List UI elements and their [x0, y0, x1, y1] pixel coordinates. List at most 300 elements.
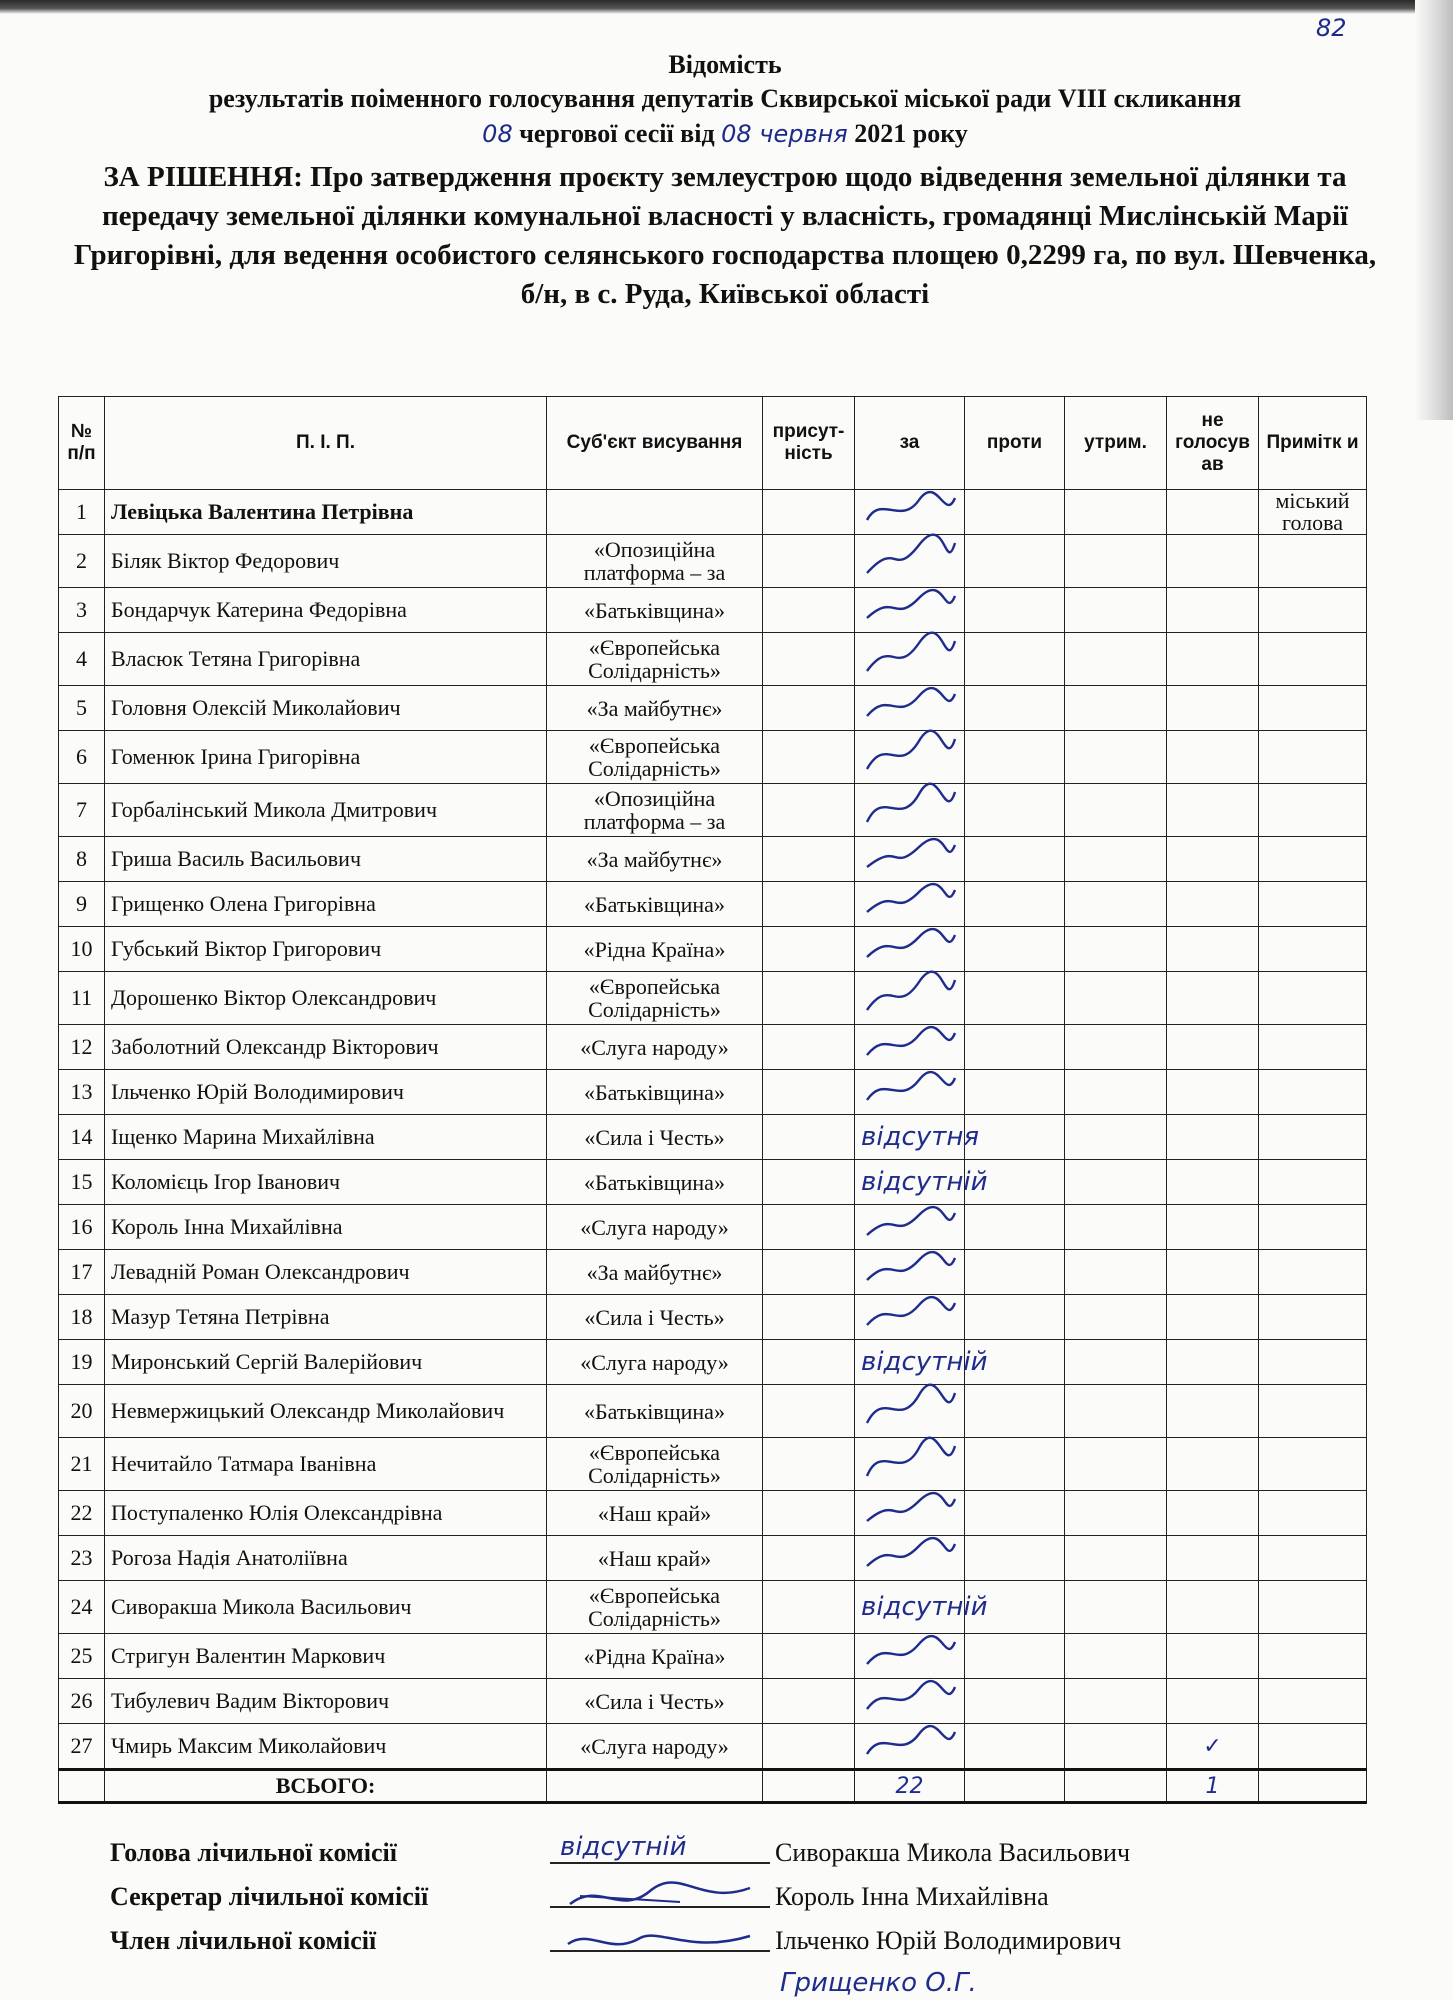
vote-for-cell	[855, 1340, 988, 1385]
col-header-presence: присут-ність	[763, 397, 855, 490]
page-number: 82	[1316, 14, 1347, 42]
vote-abstain-cell	[1065, 972, 1167, 1025]
nominating-party: «Сила і Честь»	[547, 1295, 763, 1340]
scan-edge-top	[0, 0, 1453, 14]
presence-cell	[763, 588, 855, 633]
table-row	[59, 1160, 1367, 1205]
vote-for-cell	[855, 972, 965, 1025]
presence-cell	[763, 1634, 855, 1679]
vote-against-cell	[965, 633, 1065, 686]
table-row	[59, 784, 1367, 837]
handwritten-signature	[861, 1295, 957, 1333]
handwritten-signature	[861, 927, 957, 965]
table-row	[59, 1491, 1367, 1536]
table-row	[59, 1115, 1367, 1160]
row-number: 17	[59, 1250, 105, 1295]
not-voted-cell	[1167, 490, 1259, 535]
nominating-party: «Наш край»	[547, 1491, 763, 1536]
presence-cell	[763, 784, 855, 837]
vote-abstain-cell	[1065, 1295, 1167, 1340]
note-cell	[1259, 927, 1367, 972]
vote-abstain-cell	[1065, 1679, 1167, 1724]
commission-row	[110, 1876, 1350, 1920]
vote-against-cell	[965, 1295, 1065, 1340]
handwritten-signature	[861, 490, 957, 528]
handwritten-signature	[861, 972, 957, 1018]
row-number: 24	[59, 1581, 105, 1634]
vote-for-cell	[855, 1634, 965, 1679]
vote-against-cell	[965, 1070, 1065, 1115]
deputy-name: Головня Олексій Миколайович	[105, 686, 547, 731]
commission-signature: відсутній	[560, 1832, 687, 1862]
nominating-party: «Батьківщина»	[547, 882, 763, 927]
note-cell	[1259, 1724, 1367, 1770]
nominating-party: «За майбутнє»	[547, 837, 763, 882]
presence-cell	[763, 882, 855, 927]
deputy-name: Іщенко Марина Михайлівна	[105, 1115, 547, 1160]
vote-against-cell	[965, 490, 1065, 535]
presence-cell	[763, 1581, 855, 1634]
table-row	[59, 1295, 1367, 1340]
handwritten-signature	[861, 686, 957, 724]
row-number: 18	[59, 1295, 105, 1340]
vote-abstain-cell	[1065, 1250, 1167, 1295]
vote-against-cell	[965, 588, 1065, 633]
note-cell	[1259, 1536, 1367, 1581]
table-row	[59, 535, 1367, 588]
handwritten-signature	[861, 1536, 957, 1574]
deputy-name: Заболотний Олександр Вікторович	[105, 1025, 547, 1070]
note-cell	[1259, 972, 1367, 1025]
not-voted-cell	[1167, 1438, 1259, 1491]
nominating-party: «Батьківщина»	[547, 1385, 763, 1438]
presence-cell	[763, 1025, 855, 1070]
deputy-name: Рогоза Надія Анатоліївна	[105, 1536, 547, 1581]
vote-for-cell	[855, 1115, 979, 1160]
handwritten-signature	[861, 1250, 957, 1288]
not-voted-cell	[1167, 1385, 1259, 1438]
handwritten-signature	[861, 1070, 957, 1108]
not-voted-cell	[1167, 927, 1259, 972]
vote-for-cell	[855, 1385, 965, 1438]
vote-against-cell	[965, 731, 1065, 784]
presence-cell	[763, 1724, 855, 1770]
total-empty	[763, 1770, 855, 1803]
total-empty	[59, 1770, 105, 1803]
not-voted-cell	[1167, 1250, 1259, 1295]
nominating-party: «Рідна Країна»	[547, 927, 763, 972]
not-voted-cell	[1167, 1340, 1259, 1385]
vote-for-cell	[855, 1438, 965, 1491]
nominating-party: «Батьківщина»	[547, 1160, 763, 1205]
vote-for-cell	[855, 490, 965, 535]
vote-abstain-cell	[1065, 837, 1167, 882]
vote-abstain-cell	[1065, 1115, 1167, 1160]
total-not-voted-count: 1	[1167, 1770, 1259, 1803]
row-number: 13	[59, 1070, 105, 1115]
not-voted-cell	[1167, 837, 1259, 882]
vote-abstain-cell	[1065, 731, 1167, 784]
not-voted-cell	[1167, 1070, 1259, 1115]
vote-abstain-cell	[1065, 535, 1167, 588]
row-number: 27	[59, 1724, 105, 1770]
vote-for-cell	[855, 731, 965, 784]
vote-against-cell	[965, 1385, 1065, 1438]
vote-abstain-cell	[1065, 686, 1167, 731]
row-number: 9	[59, 882, 105, 927]
vote-for-cell	[855, 1250, 965, 1295]
deputy-name: Гоменюк Ірина Григорівна	[105, 731, 547, 784]
deputy-name: Миронський Сергій Валерійович	[105, 1340, 547, 1385]
vote-for-cell	[855, 927, 965, 972]
row-number: 23	[59, 1536, 105, 1581]
presence-cell	[763, 1115, 855, 1160]
scan-edge-right	[1415, 0, 1453, 420]
deputy-name: Власюк Тетяна Григорівна	[105, 633, 547, 686]
deputy-name: Губський Віктор Григорович	[105, 927, 547, 972]
vote-for-cell	[855, 1025, 965, 1070]
vote-for-cell	[855, 1070, 965, 1115]
handwritten-signature	[861, 1025, 957, 1063]
handwritten-signature	[861, 1679, 957, 1717]
deputy-name: Поступаленко Юлія Олександрівна	[105, 1491, 547, 1536]
absence-handwritten-note: відсутній	[861, 1347, 988, 1377]
note-cell	[1259, 1679, 1367, 1724]
presence-cell	[763, 490, 855, 535]
deputy-name: Невмержицький Олександр Миколайович	[105, 1385, 547, 1438]
nominating-party: «Рідна Країна»	[547, 1634, 763, 1679]
note-cell	[1259, 1025, 1367, 1070]
handwritten-signature	[861, 1491, 957, 1529]
table-row	[59, 1205, 1367, 1250]
not-voted-cell	[1167, 1679, 1259, 1724]
col-header-abstain: утрим.	[1065, 397, 1167, 490]
vote-for-cell	[855, 588, 965, 633]
vote-abstain-cell	[1065, 1385, 1167, 1438]
absence-handwritten-note: відсутня	[861, 1122, 979, 1152]
row-number: 1	[59, 490, 105, 535]
presence-cell	[763, 1070, 855, 1115]
note-cell	[1259, 1250, 1367, 1295]
row-number: 14	[59, 1115, 105, 1160]
vote-abstain-cell	[1065, 1205, 1167, 1250]
presence-cell	[763, 972, 855, 1025]
vote-for-cell	[855, 1536, 965, 1581]
col-header-party: Суб'єкт висування	[547, 397, 763, 490]
presence-cell	[763, 1385, 855, 1438]
table-row	[59, 1581, 1367, 1634]
note-cell	[1259, 784, 1367, 837]
table-row	[59, 927, 1367, 972]
nominating-party: «Європейська Солідарність»	[547, 731, 763, 784]
vote-against-cell	[965, 784, 1065, 837]
total-row	[59, 1770, 1367, 1803]
vote-for-cell	[855, 535, 965, 588]
row-number: 3	[59, 588, 105, 633]
total-empty	[1065, 1770, 1167, 1803]
vote-abstain-cell	[1065, 1491, 1167, 1536]
not-voted-cell	[1167, 1025, 1259, 1070]
not-voted-cell	[1167, 1491, 1259, 1536]
note-cell	[1259, 837, 1367, 882]
vote-against-cell	[965, 1025, 1065, 1070]
decision-title: ЗА РІШЕННЯ: Про затвердження проєкту землеустрою щодо відведення земельної ділянки та передачу земельної ділянки комунальної власності у власність, громадянці Мислінській Марії Григорівні, для ведення особистого селянського господарства площею 0,2299 га, по вул. Шевченка, б/н, в с. Руда, Київської області	[73, 161, 1377, 310]
vote-abstain-cell	[1065, 1724, 1167, 1770]
row-number: 4	[59, 633, 105, 686]
deputy-name: Тибулевич Вадим Вікторович	[105, 1679, 547, 1724]
row-number: 25	[59, 1634, 105, 1679]
handwritten-signature	[861, 588, 957, 626]
row-number: 8	[59, 837, 105, 882]
deputy-name: Бондарчук Катерина Федорівна	[105, 588, 547, 633]
row-number: 21	[59, 1438, 105, 1491]
total-for-count: 22	[855, 1770, 965, 1803]
total-empty	[1259, 1770, 1367, 1803]
handwritten-signature	[560, 1876, 760, 1916]
vote-abstain-cell	[1065, 927, 1167, 972]
commission-row	[110, 1832, 1350, 1876]
vote-for-cell	[855, 882, 965, 927]
note-cell	[1259, 1115, 1367, 1160]
commission-signatures	[110, 1832, 1350, 1964]
deputy-name: Грищенко Олена Григорівна	[105, 882, 547, 927]
vote-against-cell	[965, 686, 1065, 731]
table-row	[59, 1634, 1367, 1679]
not-voted-cell	[1167, 1634, 1259, 1679]
table-row	[59, 588, 1367, 633]
not-voted-cell	[1167, 1581, 1259, 1634]
vote-against-cell	[965, 535, 1065, 588]
vote-against-cell	[965, 1634, 1065, 1679]
presence-cell	[763, 927, 855, 972]
presence-cell	[763, 1491, 855, 1536]
deputy-name: Нечитайло Татмара Іванівна	[105, 1438, 547, 1491]
row-number: 16	[59, 1205, 105, 1250]
deputy-name: Мазур Тетяна Петрівна	[105, 1295, 547, 1340]
deputy-name: Сиворакша Микола Васильович	[105, 1581, 547, 1634]
deputy-name: Горбалінський Микола Дмитрович	[105, 784, 547, 837]
presence-cell	[763, 1536, 855, 1581]
vote-against-cell	[965, 1491, 1065, 1536]
note-cell	[1259, 1070, 1367, 1115]
note-cell	[1259, 882, 1367, 927]
row-number: 2	[59, 535, 105, 588]
table-row	[59, 731, 1367, 784]
voting-table	[58, 396, 1367, 1804]
nominating-party: «Сила і Честь»	[547, 1679, 763, 1724]
total-empty	[547, 1770, 763, 1803]
col-header-against: проти	[965, 397, 1065, 490]
presence-cell	[763, 837, 855, 882]
handwritten-signature	[861, 1724, 957, 1762]
vote-against-cell	[965, 1250, 1065, 1295]
vote-abstain-cell	[1065, 588, 1167, 633]
vote-for-cell	[855, 784, 965, 837]
row-number: 7	[59, 784, 105, 837]
row-number: 22	[59, 1491, 105, 1536]
table-row	[59, 1070, 1367, 1115]
vote-abstain-cell	[1065, 1634, 1167, 1679]
nominating-party: «Сила і Честь»	[547, 1115, 763, 1160]
table-row	[59, 882, 1367, 927]
not-voted-cell	[1167, 882, 1259, 927]
not-voted-cell	[1167, 1536, 1259, 1581]
vote-abstain-cell	[1065, 1438, 1167, 1491]
not-voted-cell	[1167, 633, 1259, 686]
vote-for-cell	[855, 1160, 988, 1205]
commission-role: Голова лічильної комісії	[110, 1838, 397, 1867]
nominating-party: «Опозиційна платформа – за	[547, 784, 763, 837]
presence-cell	[763, 686, 855, 731]
signature-line	[550, 1862, 770, 1864]
col-header-not-voted: не голосув ав	[1167, 397, 1259, 490]
vote-abstain-cell	[1065, 1070, 1167, 1115]
handwritten-signature	[861, 1385, 957, 1431]
note-cell	[1259, 1160, 1367, 1205]
presence-cell	[763, 731, 855, 784]
table-row	[59, 490, 1367, 535]
table-header-row	[59, 397, 1367, 490]
total-empty	[965, 1770, 1065, 1803]
handwritten-signature	[560, 1920, 760, 1960]
total-label: ВСЬОГО:	[105, 1770, 547, 1803]
not-voted-cell: ✓	[1167, 1724, 1259, 1770]
presence-cell	[763, 1679, 855, 1724]
commission-role: Член лічильної комісії	[110, 1926, 377, 1955]
handwritten-signature	[861, 1438, 957, 1484]
row-number: 10	[59, 927, 105, 972]
presence-cell	[763, 1160, 855, 1205]
handwritten-signature	[861, 731, 957, 777]
vote-for-cell	[855, 1581, 988, 1634]
nominating-party: «Європейська Солідарність»	[547, 1581, 763, 1634]
nominating-party: «Наш край»	[547, 1536, 763, 1581]
col-header-name: П. І. П.	[105, 397, 547, 490]
note-cell	[1259, 1205, 1367, 1250]
not-voted-cell	[1167, 731, 1259, 784]
row-number: 19	[59, 1340, 105, 1385]
vote-for-cell	[855, 633, 965, 686]
not-voted-cell	[1167, 535, 1259, 588]
vote-abstain-cell	[1065, 490, 1167, 535]
vote-for-cell	[855, 837, 965, 882]
session-line	[60, 116, 1390, 152]
table-row	[59, 1536, 1367, 1581]
vote-abstain-cell	[1065, 1025, 1167, 1070]
table-row	[59, 1385, 1367, 1438]
vote-for-cell	[855, 1295, 965, 1340]
table-row	[59, 1438, 1367, 1491]
vote-against-cell	[965, 1679, 1065, 1724]
table-row	[59, 972, 1367, 1025]
absence-handwritten-note: відсутній	[861, 1167, 988, 1197]
session-text: чергової сесії від	[519, 119, 715, 148]
row-number: 11	[59, 972, 105, 1025]
nominating-party: «Слуга народу»	[547, 1340, 763, 1385]
vote-for-cell	[855, 1724, 965, 1770]
handwritten-signature	[861, 535, 957, 581]
note-cell	[1259, 1385, 1367, 1438]
handwritten-signature	[861, 882, 957, 920]
deputy-name: Левіцька Валентина Петрівна	[105, 490, 547, 535]
bottom-handwritten-note: Грищенко О.Г.	[780, 1968, 977, 1998]
vote-against-cell	[965, 1115, 1065, 1160]
not-voted-cell	[1167, 1160, 1259, 1205]
vote-abstain-cell	[1065, 1160, 1167, 1205]
nominating-party: «За майбутнє»	[547, 686, 763, 731]
absence-handwritten-note: відсутній	[861, 1592, 988, 1622]
note-cell: міський голова	[1259, 490, 1367, 535]
vote-against-cell	[965, 972, 1065, 1025]
table-row	[59, 1724, 1367, 1770]
col-header-notes: Примітк и	[1259, 397, 1367, 490]
row-number: 5	[59, 686, 105, 731]
document-title: Відомість	[668, 50, 782, 79]
table-row	[59, 1025, 1367, 1070]
commission-member-name: Сиворакша Микола Васильович	[775, 1838, 1131, 1867]
row-number: 26	[59, 1679, 105, 1724]
not-voted-cell	[1167, 784, 1259, 837]
vote-for-cell	[855, 686, 965, 731]
nominating-party: «Європейська Солідарність»	[547, 972, 763, 1025]
table-body	[59, 490, 1367, 1803]
vote-against-cell	[965, 837, 1065, 882]
not-voted-cell	[1167, 972, 1259, 1025]
nominating-party: «За майбутнє»	[547, 1250, 763, 1295]
row-number: 15	[59, 1160, 105, 1205]
note-cell	[1259, 1581, 1367, 1634]
deputy-name: Ільченко Юрій Володимирович	[105, 1070, 547, 1115]
handwritten-signature	[861, 1205, 957, 1243]
nominating-party: «Слуга народу»	[547, 1724, 763, 1770]
vote-against-cell	[965, 1438, 1065, 1491]
vote-for-cell	[855, 1205, 965, 1250]
deputy-name: Біляк Віктор Федорович	[105, 535, 547, 588]
deputy-name: Стригун Валентин Маркович	[105, 1634, 547, 1679]
commission-row	[110, 1920, 1350, 1964]
handwritten-signature	[861, 633, 957, 679]
document-header	[60, 48, 1390, 314]
not-voted-cell	[1167, 1295, 1259, 1340]
note-cell	[1259, 633, 1367, 686]
not-voted-cell	[1167, 588, 1259, 633]
document-subtitle: результатів поіменного голосування депутатів Сквирської міської ради VIII скликання	[208, 84, 1242, 113]
note-cell	[1259, 686, 1367, 731]
table-row	[59, 1250, 1367, 1295]
handwritten-signature	[861, 1634, 957, 1672]
row-number: 20	[59, 1385, 105, 1438]
table-row	[59, 1340, 1367, 1385]
note-cell	[1259, 1491, 1367, 1536]
vote-against-cell	[965, 1205, 1065, 1250]
presence-cell	[763, 1205, 855, 1250]
row-number: 12	[59, 1025, 105, 1070]
table-row	[59, 837, 1367, 882]
vote-against-cell	[965, 882, 1065, 927]
not-voted-cell	[1167, 1205, 1259, 1250]
nominating-party: «Слуга народу»	[547, 1205, 763, 1250]
vote-for-cell	[855, 1491, 965, 1536]
table-row	[59, 633, 1367, 686]
deputy-name: Дорошенко Віктор Олександрович	[105, 972, 547, 1025]
nominating-party: «Слуга народу»	[547, 1025, 763, 1070]
vote-abstain-cell	[1065, 1340, 1167, 1385]
handwritten-signature	[861, 837, 957, 875]
note-cell	[1259, 535, 1367, 588]
not-voted-cell	[1167, 1115, 1259, 1160]
commission-member-name: Ільченко Юрій Володимирович	[775, 1926, 1122, 1955]
vote-for-cell	[855, 1679, 965, 1724]
